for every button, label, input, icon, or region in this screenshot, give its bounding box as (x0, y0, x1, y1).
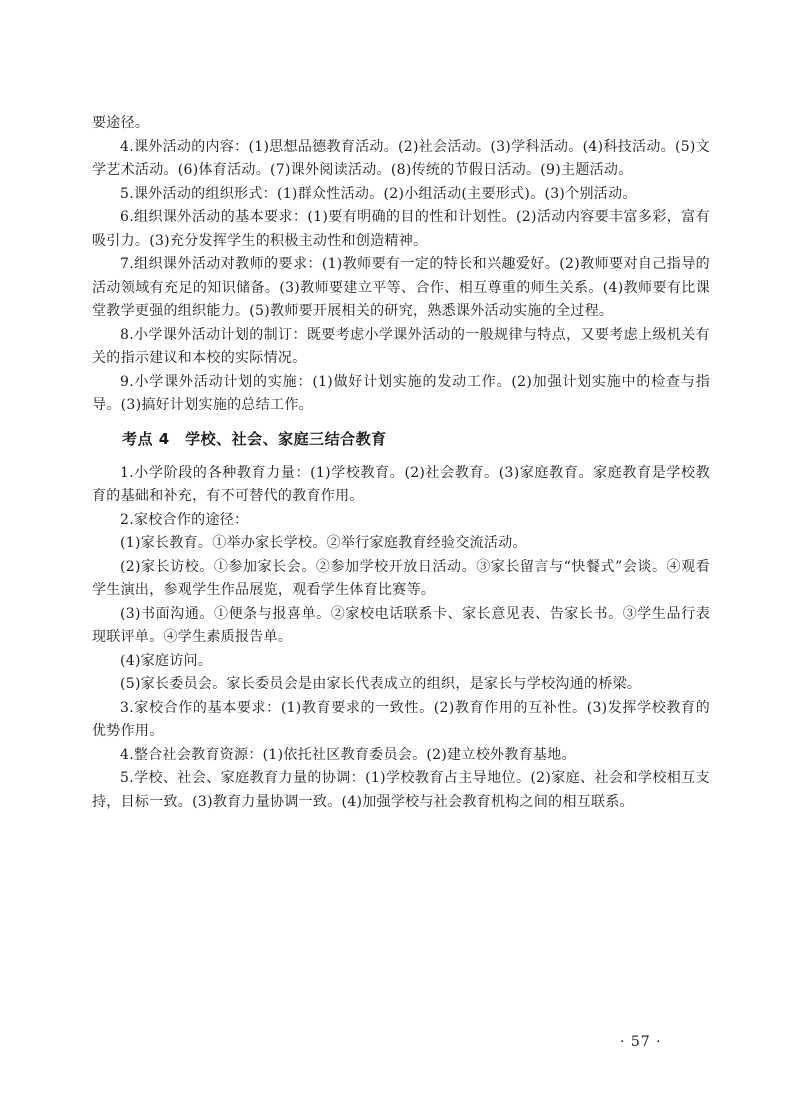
paragraph-written-communication: (3)书面沟通。①便条与报喜单。②家校电话联系卡、家长意见表、告家长书。③学生品行表现联评单。④学生素质报告单。 (92, 605, 710, 645)
paragraph-coordination: 5.学校、社会、家庭教育力量的协调：(1)学校教育占主导地位。(2)家庭、社会和学校相互支持，目标一致。(3)教育力量协调一致。(4)加强学校与社会教育机构之间的相互联系。 (92, 770, 710, 810)
paragraph-plan-formulation: 8.小学课外活动计划的制订：既要考虑小学课外活动的一般规律与特点，又要考虑上级机关有关的指示建议和本校的实际情况。 (92, 326, 710, 366)
paragraph-continuation: 要途径。 (92, 115, 150, 131)
page-number: · 57 · (620, 1034, 662, 1050)
paragraph-plan-implementation: 9.小学课外活动计划的实施：(1)做好计划实施的发动工作。(2)加强计划实施中的检查与指导。(3)搞好计划实施的总结工作。 (92, 373, 710, 413)
paragraph-cooperation-requirements: 3.家校合作的基本要求：(1)教育要求的一致性。(2)教育作用的互补性。(3)发挥学校教育的优势作用。 (92, 699, 710, 739)
paragraph-activity-content: 4.课外活动的内容：(1)思想品德教育活动。(2)社会活动。(3)学科活动。(4)科技活动。(5)文学艺术活动。(6)体育活动。(7)课外阅读活动。(8)传统的节假日活动。(9)主题活动。 (92, 138, 710, 178)
paragraph-parent-visit: (2)家长访校。①参加家长会。②参加学校开放日活动。③家长留言与“快餐式”会谈。④观看学生演出，参观学生作品展览，观看学生体育比赛等。 (92, 558, 710, 598)
paragraph-social-resources: 4.整合社会教育资源：(1)依托社区教育委员会。(2)建立校外教育基地。 (120, 746, 576, 763)
paragraph-activity-forms: 5.课外活动的组织形式：(1)群众性活动。(2)小组活动(主要形式)。(3)个别活动。 (120, 185, 637, 202)
paragraph-home-visit: (4)家庭访问。 (120, 652, 213, 669)
section-heading: 考点 4 学校、社会、家庭三结合教育 (122, 429, 387, 448)
paragraph-teacher-requirements: 7.组织课外活动对教师的要求：(1)教师要有一定的特长和兴趣爱好。(2)教师要对自己指导的活动领域有充足的知识储备。(3)教师要建立平等、合作、相互尊重的师生关系。(4)教师要有比课堂教学更强的组织能力。(5)教师要开展相关的研究，熟悉课外活动实施的全过程。 (92, 256, 710, 319)
paragraph-education-forces: 1.小学阶段的各种教育力量：(1)学校教育。(2)社会教育。(3)家庭教育。家庭教育是学校教育的基础和补充，有不可替代的教育作用。 (92, 464, 710, 504)
paragraph-basic-requirements: 6.组织课外活动的基本要求：(1)要有明确的目的性和计划性。(2)活动内容要丰富多彩，富有吸引力。(3)充分发挥学生的积极主动性和创造精神。 (92, 209, 710, 249)
paragraph-cooperation-ways: 2.家校合作的途径： (120, 511, 249, 528)
paragraph-parent-committee: (5)家长委员会。家长委员会是由家长代表成立的组织，是家长与学校沟通的桥梁。 (120, 676, 642, 692)
paragraph-parent-education: (1)家长教育。①举办家长学校。②举行家庭教育经验交流活动。 (120, 535, 527, 551)
document-page (92, 112, 710, 814)
